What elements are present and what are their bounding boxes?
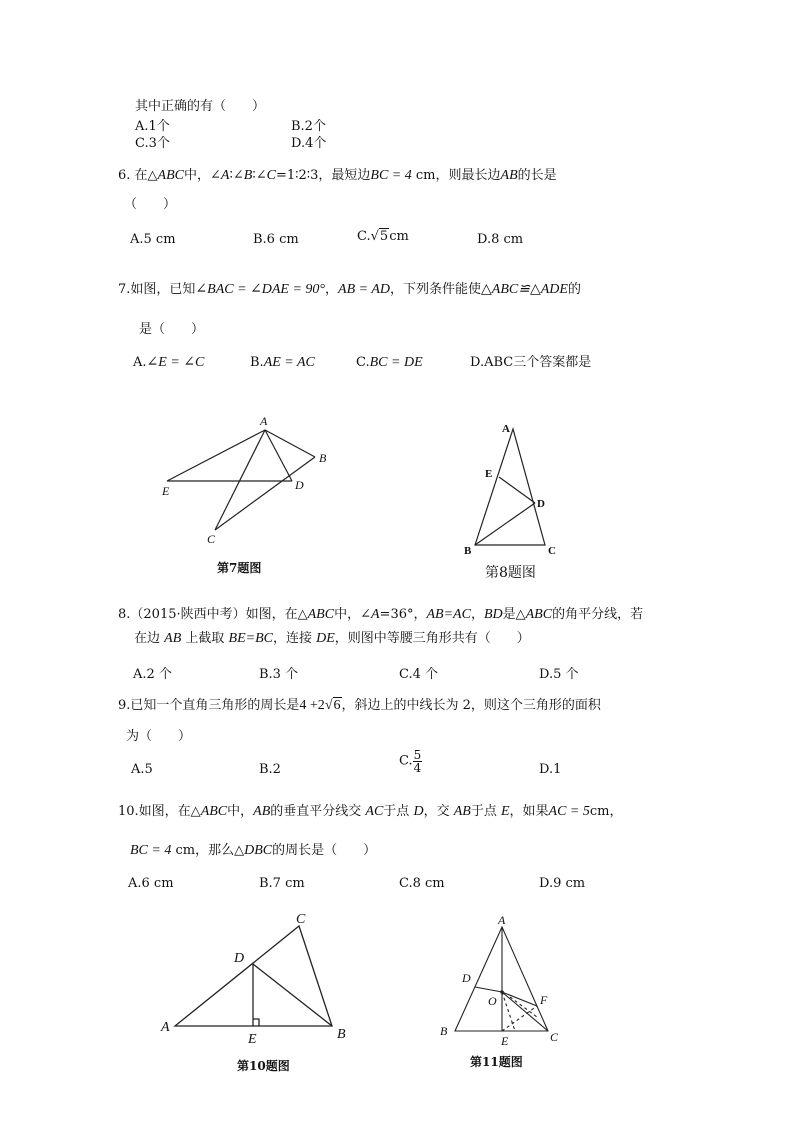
q8-line1: 8.（2015·陕西中考）如图，在△ABC中，∠A=36°，AB=AC，BD是△ABC的角平分线，若: [118, 607, 644, 622]
fig8-triangle-abc: [475, 429, 545, 545]
q8-option-c: C.4 个: [399, 667, 439, 682]
q9-option-d: D.1: [539, 762, 562, 777]
fig10-label-c: C: [296, 912, 306, 927]
fig8-label-e: E: [485, 468, 493, 480]
fig11-label-a: A: [498, 913, 506, 927]
figure-8-caption: 第8题图: [485, 565, 536, 581]
figure-11-caption: 第11题图: [470, 1055, 523, 1069]
q7-stem: 7.如图，已知∠BAC = ∠DAE = 90°，AB = AD，下列条件能使△ABC≌△ADE的: [118, 282, 581, 297]
q8-line2: 在边 AB 上截取 BE=BC，连接 DE，则图中等腰三角形共有（ ）: [134, 631, 530, 646]
figure-10-caption: 第10题图: [237, 1059, 290, 1073]
q6-option-b: B.6 cm: [253, 232, 299, 247]
q7-option-a: A.∠E = ∠C: [133, 355, 205, 370]
q6-option-c: C.√5cm: [357, 229, 409, 244]
figure-7: [150, 410, 350, 555]
figure-11: [435, 912, 570, 1047]
q6-option-d: D.8 cm: [477, 232, 524, 247]
q5-option-d: D.4个: [291, 136, 327, 151]
fig11-dash-inner: [510, 997, 537, 1017]
q7-option-d: D.ABC三个答案都是: [470, 355, 592, 370]
figure-10: [155, 905, 355, 1050]
q9-line1: 9.已知一个直角三角形的周长是4 +2√6，斜边上的中线长为 2，则这个三角形的面积: [118, 698, 601, 713]
q6-stem: 6. 在△ABC中，∠A∶∠B∶∠C=1∶2∶3，最短边BC = 4 cm，则最长边AB的长是: [118, 168, 557, 183]
fig10-label-a: A: [161, 1020, 170, 1035]
fig7-line-ac: [215, 430, 265, 530]
fig8-label-a: A: [502, 423, 510, 435]
fig11-label-b: B: [440, 1024, 448, 1038]
fig8-label-d: D: [537, 498, 545, 510]
q7-option-b: B.AE = AC: [250, 355, 315, 370]
fig10-right-angle-mark: [253, 1019, 259, 1026]
fig11-label-c: C: [550, 1030, 559, 1044]
fig7-label-c: C: [207, 532, 216, 546]
q6-option-a: A.5 cm: [130, 232, 176, 247]
fig7-label-e: E: [162, 484, 170, 498]
q9-option-a: A.5: [131, 762, 153, 777]
q6-paren: （ ）: [124, 197, 177, 212]
q7-line2: 是（ ）: [139, 322, 205, 337]
q9-option-c: C. $\frac{5}{4}$: [399, 748, 422, 775]
q10-line2: BC = 4 cm，那么△DBC的周长是（ ）: [130, 843, 377, 858]
fig10-label-d: D: [234, 951, 245, 966]
fig10-label-b: B: [337, 1027, 346, 1042]
q10-option-b: B.7 cm: [259, 876, 305, 891]
fig11-point-o: [500, 990, 504, 994]
fig11-line-ef: [502, 1006, 537, 1031]
fig10-line-db: [253, 964, 332, 1026]
figure-8: [455, 415, 570, 560]
q10-line1: 10.如图，在△ABC中，AB的垂直平分线交 AC于点 D，交 AB于点 E，如果AC = 5cm，: [118, 804, 623, 819]
fig7-line-cb: [215, 457, 315, 530]
figure-7-caption: 第7题图: [217, 561, 262, 575]
fig10-label-e: E: [248, 1032, 257, 1047]
q5-stem: 其中正确的有（ ）: [135, 99, 266, 114]
fig7-label-b: B: [319, 451, 327, 465]
q10-option-c: C.8 cm: [399, 876, 445, 891]
fig11-label-d: D: [462, 971, 471, 985]
q8-option-b: B.3 个: [259, 667, 299, 682]
fig8-label-b: B: [464, 545, 472, 557]
fig7-label-d: D: [295, 478, 304, 492]
fig11-label-e: E: [501, 1034, 509, 1047]
fig11-label-f: F: [540, 993, 548, 1007]
q10-option-d: D.9 cm: [539, 876, 586, 891]
q9-option-b: B.2: [259, 762, 281, 777]
fig8-label-c: C: [548, 545, 556, 557]
fig8-line-bd: [475, 503, 535, 545]
fig11-label-o: O: [488, 994, 497, 1008]
q9-line2: 为（ ）: [126, 729, 192, 744]
q5-option-a: A.1个: [135, 119, 170, 134]
q5-option-c: C.3个: [135, 136, 170, 151]
q8-option-d: D.5 个: [539, 667, 579, 682]
q10-option-a: A.6 cm: [128, 876, 174, 891]
q7-option-c: C.BC = DE: [356, 355, 423, 370]
q8-option-a: A.2 个: [133, 667, 172, 682]
fig11-line-do: [475, 987, 502, 992]
fig7-line-ead: [167, 430, 292, 481]
fig7-label-a: A: [260, 414, 268, 428]
q5-option-b: B.2个: [291, 119, 326, 134]
